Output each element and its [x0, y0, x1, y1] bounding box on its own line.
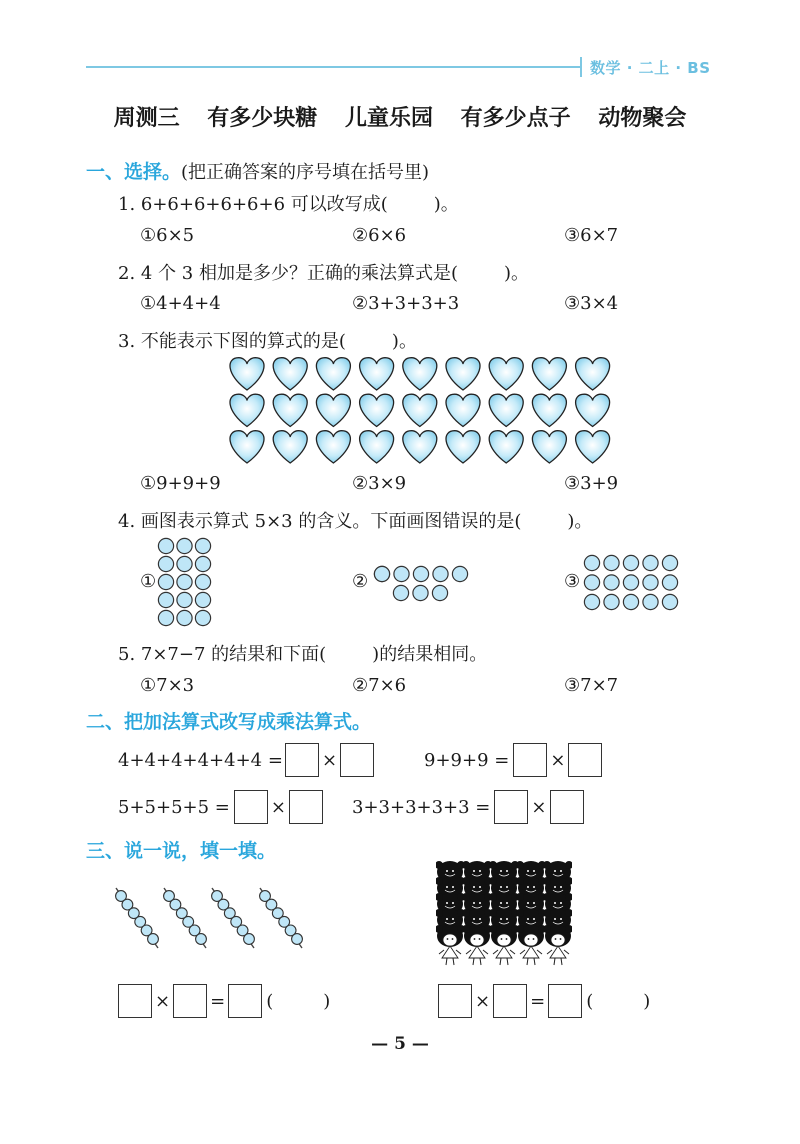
heart-icon — [360, 358, 394, 390]
dot-icon — [413, 566, 428, 581]
heart-icon — [316, 394, 350, 426]
question-4-text: 4. 画图表示算式 5×3 的含义。下面画图错误的是( — [118, 511, 522, 532]
answer-box[interactable] — [118, 984, 152, 1018]
dot-icon — [623, 594, 638, 609]
answer-box[interactable] — [548, 984, 582, 1018]
heart-icon — [576, 394, 610, 426]
q1-option-1: ①6×5 — [140, 225, 195, 246]
times-sign: × — [321, 749, 338, 771]
skewer-icon — [164, 888, 207, 948]
q4-label-3: ③ — [564, 571, 581, 592]
dot-icon — [433, 566, 448, 581]
rewrite-item-3 — [118, 790, 323, 824]
question-3-text: 3. 不能表示下图的算式的是( — [118, 331, 346, 352]
q1-option-3: ③6×7 — [564, 225, 619, 246]
dot-icon — [604, 555, 619, 570]
subject-tag: 数学 · 二上 · BS — [590, 59, 711, 77]
dot-figure-1 — [156, 536, 222, 628]
dot-icon — [394, 566, 409, 581]
heart-icon — [403, 431, 437, 463]
heart-icon — [489, 431, 523, 463]
dot-figure-2 — [370, 564, 470, 604]
question-2-text: 2. 4 个 3 相加是多少？正确的乘法算式是( — [118, 263, 458, 284]
question-1 — [118, 190, 459, 216]
q3-option-3: ③3+9 — [564, 473, 619, 494]
heart-icon — [446, 358, 480, 390]
dot-icon — [158, 538, 173, 553]
dot-icon — [158, 556, 173, 571]
answer-box[interactable] — [173, 984, 207, 1018]
times-sign: × — [531, 796, 547, 818]
rewrite-item-2 — [424, 743, 602, 777]
answer-box[interactable] — [493, 984, 527, 1018]
question-5-text: 5. 7×7−7 的结果和下面( — [118, 644, 327, 665]
addition-expression: 3+3+3+3+3 = — [352, 796, 491, 818]
fill-equation-2 — [438, 984, 650, 1018]
page-number: — 5 — — [371, 1034, 429, 1054]
section1-note: (把正确答案的序号填在括号里) — [181, 162, 430, 183]
dot-icon — [158, 574, 173, 589]
heart-icon — [230, 358, 264, 390]
dot-icon — [584, 575, 599, 590]
paren-close: ) — [643, 990, 651, 1012]
q2-option-3: ③3×4 — [564, 293, 619, 314]
q2-option-1: ①4+4+4 — [140, 293, 221, 314]
dot-icon — [177, 574, 192, 589]
question-1-tail: )。 — [433, 194, 459, 215]
skewer-icon — [260, 888, 303, 948]
question-1-text: 1. 6+6+6+6+6+6 可以改写成( — [118, 194, 388, 215]
rewrite-item-1 — [118, 743, 374, 777]
dot-icon — [432, 585, 447, 600]
dot-icon — [662, 594, 677, 609]
question-2-tail: )。 — [504, 263, 530, 284]
dot-icon — [452, 566, 467, 581]
title-part: 周测三 — [113, 105, 180, 131]
heart-icon — [273, 431, 307, 463]
answer-box[interactable] — [340, 743, 374, 777]
dot-icon — [177, 556, 192, 571]
equals-sign: = — [530, 990, 546, 1012]
dot-icon — [623, 555, 638, 570]
dot-icon — [177, 538, 192, 553]
dot-icon — [195, 592, 210, 607]
girls-figure — [436, 860, 572, 972]
paren-open: ( — [266, 990, 274, 1012]
dot-icon — [584, 594, 599, 609]
heart-icon — [532, 431, 566, 463]
addition-expression: 5+5+5+5 = — [118, 796, 230, 818]
dot-icon — [177, 610, 192, 625]
heart-icon — [403, 394, 437, 426]
heart-icon — [273, 358, 307, 390]
q5-option-3: ③7×7 — [564, 675, 619, 696]
q5-option-1: ①7×3 — [140, 675, 195, 696]
rewrite-item-4 — [352, 790, 584, 824]
heart-icon — [316, 431, 350, 463]
dot-icon — [643, 555, 658, 570]
q4-label-2: ② — [352, 571, 369, 592]
question-3-tail: )。 — [391, 331, 417, 352]
paren-close: ) — [323, 990, 331, 1012]
title-part: 有多少点子 — [460, 105, 571, 131]
skewer-icon — [212, 888, 255, 948]
question-5 — [118, 640, 487, 666]
heart-icon — [446, 431, 480, 463]
answer-box[interactable] — [513, 743, 547, 777]
dot-icon — [413, 585, 428, 600]
heart-icon — [532, 394, 566, 426]
hearts-figure — [226, 354, 622, 468]
girl-icon — [543, 925, 572, 965]
answer-box[interactable] — [228, 984, 262, 1018]
fill-equation-1 — [118, 984, 330, 1018]
dot-icon — [195, 556, 210, 571]
answer-box[interactable] — [234, 790, 268, 824]
heart-icon — [576, 358, 610, 390]
answer-box[interactable] — [550, 790, 584, 824]
header-divider — [580, 57, 582, 77]
q4-label-1: ① — [140, 571, 157, 592]
dot-icon — [662, 555, 677, 570]
girl-icon — [462, 925, 492, 965]
heart-icon — [316, 358, 350, 390]
girl-icon — [489, 925, 519, 965]
heart-icon — [489, 358, 523, 390]
dot-icon — [623, 575, 638, 590]
dot-icon — [604, 594, 619, 609]
dot-icon — [643, 575, 658, 590]
skewers-figure — [110, 886, 310, 952]
heart-icon — [230, 394, 264, 426]
heart-icon — [576, 431, 610, 463]
times-sign: × — [270, 796, 286, 818]
q2-option-2: ②3+3+3+3 — [352, 293, 460, 314]
dot-icon — [158, 592, 173, 607]
times-sign: × — [550, 749, 566, 771]
dot-icon — [177, 592, 192, 607]
heart-icon — [532, 358, 566, 390]
q5-option-2: ②7×6 — [352, 675, 407, 696]
answer-box[interactable] — [289, 790, 323, 824]
dot-icon — [374, 566, 389, 581]
title-part: 儿童乐园 — [344, 105, 433, 131]
times-sign: × — [155, 990, 171, 1012]
times-sign: × — [475, 990, 491, 1012]
heart-icon — [489, 394, 523, 426]
answer-box[interactable] — [494, 790, 528, 824]
heart-icon — [273, 394, 307, 426]
heart-icon — [230, 431, 264, 463]
dot-icon — [195, 610, 210, 625]
dot-icon — [195, 538, 210, 553]
title-part: 有多少块糖 — [207, 105, 318, 131]
dot-icon — [158, 610, 173, 625]
answer-box[interactable] — [568, 743, 602, 777]
q3-option-2: ②3×9 — [352, 473, 407, 494]
dot-icon — [584, 555, 599, 570]
dot-icon — [195, 574, 210, 589]
question-2 — [118, 259, 529, 285]
question-3 — [118, 327, 417, 353]
dot-icon — [643, 594, 658, 609]
heart-icon — [360, 431, 394, 463]
heart-icon — [403, 358, 437, 390]
question-5-tail: )的结果相同。 — [372, 644, 488, 665]
section1-heading-text: 一、选择。 — [86, 161, 182, 183]
addition-expression: 4+4+4+4+4+4 = — [118, 749, 283, 771]
header-rule — [86, 66, 580, 68]
page-title — [0, 101, 800, 132]
dot-figure-3 — [582, 553, 682, 615]
section3-heading: 三、说一说，填一填。 — [86, 840, 277, 862]
skewer-icon — [116, 888, 159, 948]
dot-icon — [662, 575, 677, 590]
girl-icon — [516, 925, 546, 965]
heart-icon — [446, 394, 480, 426]
equals-sign: = — [210, 990, 226, 1012]
q1-option-2: ②6×6 — [352, 225, 407, 246]
question-4 — [118, 507, 592, 533]
q3-option-1: ①9+9+9 — [140, 473, 221, 494]
dot-icon — [604, 575, 619, 590]
title-part: 动物聚会 — [598, 105, 687, 131]
section1-heading — [86, 157, 429, 184]
section2-heading: 二、把加法算式改写成乘法算式。 — [86, 711, 372, 733]
heart-icon — [360, 394, 394, 426]
question-4-tail: )。 — [567, 511, 593, 532]
paren-open: ( — [586, 990, 594, 1012]
addition-expression: 9+9+9 = — [424, 749, 510, 771]
dot-icon — [393, 585, 408, 600]
girl-icon — [436, 925, 465, 965]
answer-box[interactable] — [285, 743, 319, 777]
answer-box[interactable] — [438, 984, 472, 1018]
